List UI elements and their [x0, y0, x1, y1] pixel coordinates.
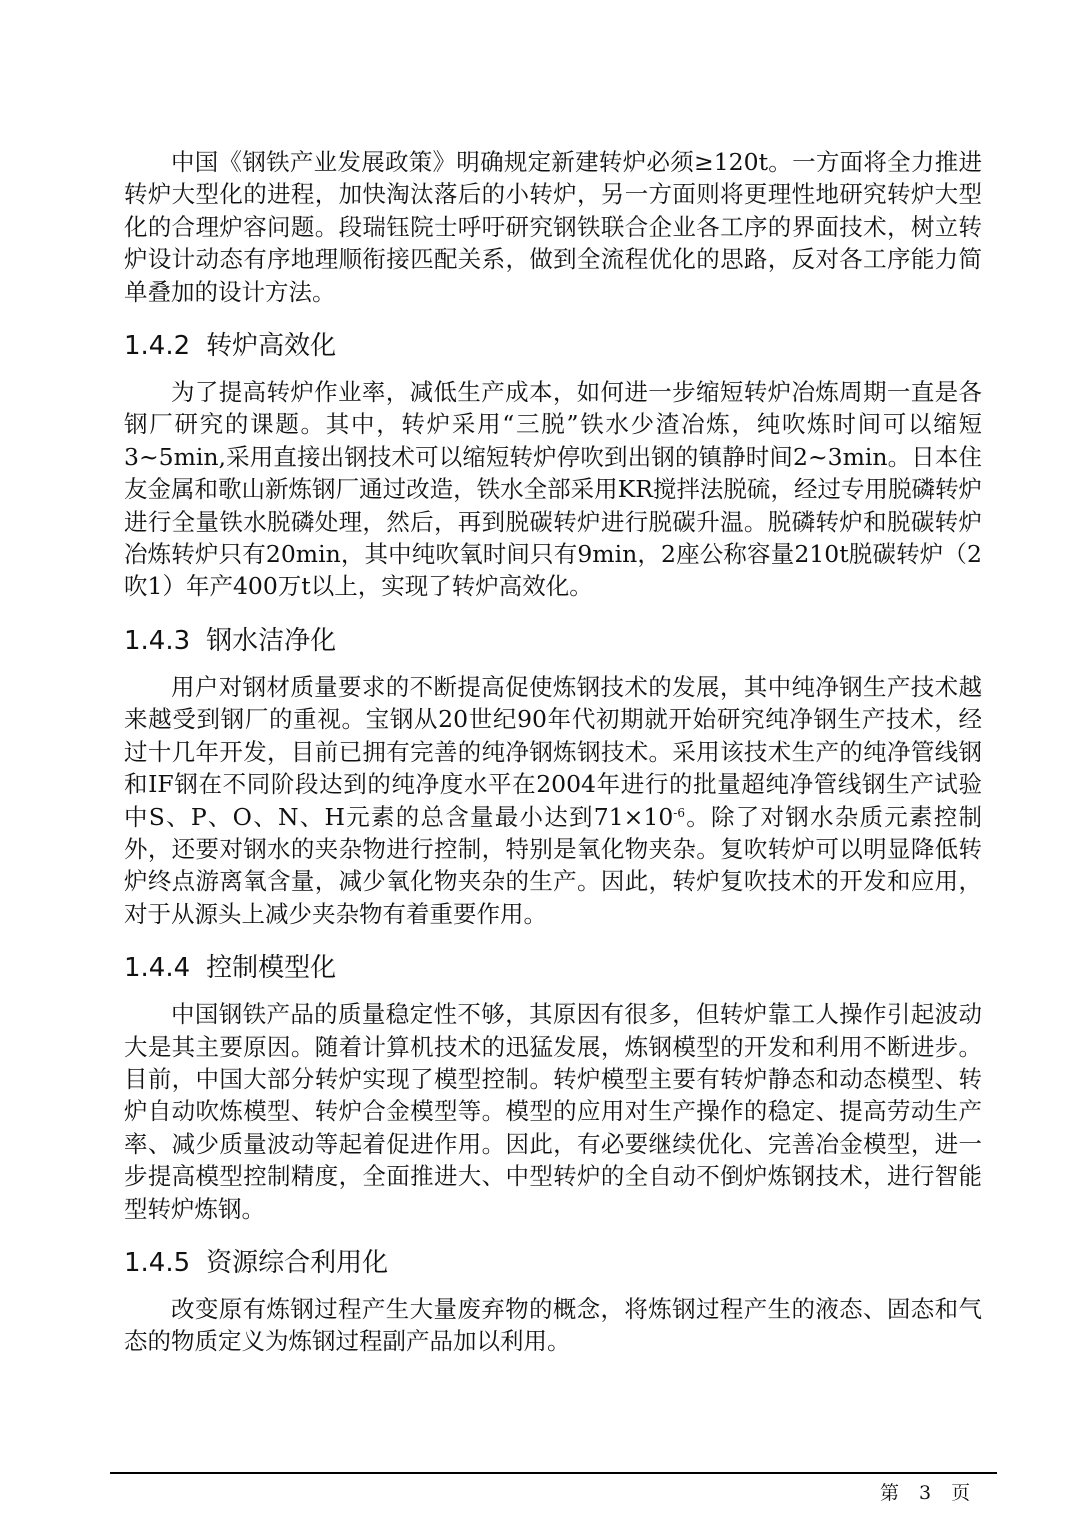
- section-title: 钢水洁净化: [206, 625, 337, 656]
- section-number: 1.4.5: [124, 1247, 191, 1278]
- section-number: 1.4.4: [124, 953, 191, 984]
- paragraph-text: 。除了对钢水杂质元素控制外，还要对钢水的夹杂物进行控制，特别是氧化物夹杂。复吹转炉可以明显降低转炉终点游离氧含量，减少氧化物夹杂的生产。因此，转炉复吹技术的开发和应用，对于从源头上减少夹杂物有着重要作用。: [124, 802, 983, 928]
- paragraph-resource-utilization: 改变原有炼钢过程产生大量废弃物的概念，将炼钢过程产生的液态、固态和气态的物质定义为炼钢过程副产品加以利用。: [124, 1294, 982, 1356]
- paragraph-clean-steel: [124, 671, 982, 930]
- section-title: 控制模型化: [206, 953, 337, 984]
- page-number: 第 3 页: [880, 1482, 971, 1504]
- document-body: [124, 146, 982, 1358]
- paragraph-control-models: 中国钢铁产品的质量稳定性不够，其原因有很多，但转炉靠工人操作引起波动大是其主要原因。随着计算机技术的迅猛发展，炼钢模型的开发和利用不断进步。目前，中国大部分转炉实现了模型控制。转炉模型主要有转炉静态和动态模型、转炉自动吹炼模型、转炉合金模型等。模型的应用对生产操作的稳定、提高劳动生产率、减少质量波动等起着促进作用。因此，有必要继续优化、完善冶金模型，进一步提高模型控制精度，全面推进大、中型转炉的全自动不倒炉炼钢技术，进行智能型转炉炼钢。: [124, 1000, 982, 1223]
- section-heading-1-4-2: [124, 328, 982, 364]
- exponent: -6: [673, 805, 685, 820]
- footer-divider: [110, 1472, 997, 1474]
- section-heading-1-4-4: [124, 950, 982, 986]
- paragraph-text: 用户对钢材质量要求的不断提高促使炼钢技术的发展，其中纯净钢生产技术越来越受到钢厂的重视。宝钢从20世纪90年代初期就开始研究纯净钢生产技术，经过十几年开发，目前已拥有完善的纯净钢炼钢技术。采用该技术生产的纯净管线钢和IF钢在不同阶段达到的纯净度水平在2004年进行的批量超纯净管线钢生产试验中S、P、O、N、H元素的总含量最小达到71×10: [124, 672, 982, 831]
- paragraph-converter-efficiency: 为了提高转炉作业率，减低生产成本，如何进一步缩短转炉冶炼周期一直是各钢厂研究的课题。其中，转炉采用“三脱”铁水少渣冶炼，纯吹炼时间可以缩短3~5min,采用直接出钢技术可以缩短转炉停吹到出钢的镇静时间2~3min。日本住友金属和歌山新炼钢厂通过改造，铁水全部采用KR搅拌法脱硫，经过专用脱磷转炉进行全量铁水脱磷处理，然后，再到脱碳转炉进行脱碳升温。脱磷转炉和脱碳转炉冶炼转炉只有20min，其中纯吹氧时间只有9min，2座公称容量210t脱碳转炉（2吹1）年产400万t以上，实现了转炉高效化。: [124, 378, 982, 601]
- paragraph-steel-policy: 中国《钢铁产业发展政策》明确规定新建转炉必须≥120t。一方面将全力推进转炉大型化的进程，加快淘汰落后的小转炉，另一方面则将更理性地研究转炉大型化的合理炉容问题。段瑞钰院士呼吁研究钢铁联合企业各工序的界面技术，树立转炉设计动态有序地理顺衔接匹配关系，做到全流程优化的思路，反对各工序能力简单叠加的设计方法。: [124, 148, 982, 306]
- section-title: 转炉高效化: [206, 331, 337, 362]
- section-title: 资源综合利用化: [206, 1247, 389, 1278]
- section-heading-1-4-3: [124, 623, 982, 659]
- section-number: 1.4.2: [124, 331, 191, 362]
- section-heading-1-4-5: [124, 1245, 982, 1281]
- section-number: 1.4.3: [124, 625, 191, 656]
